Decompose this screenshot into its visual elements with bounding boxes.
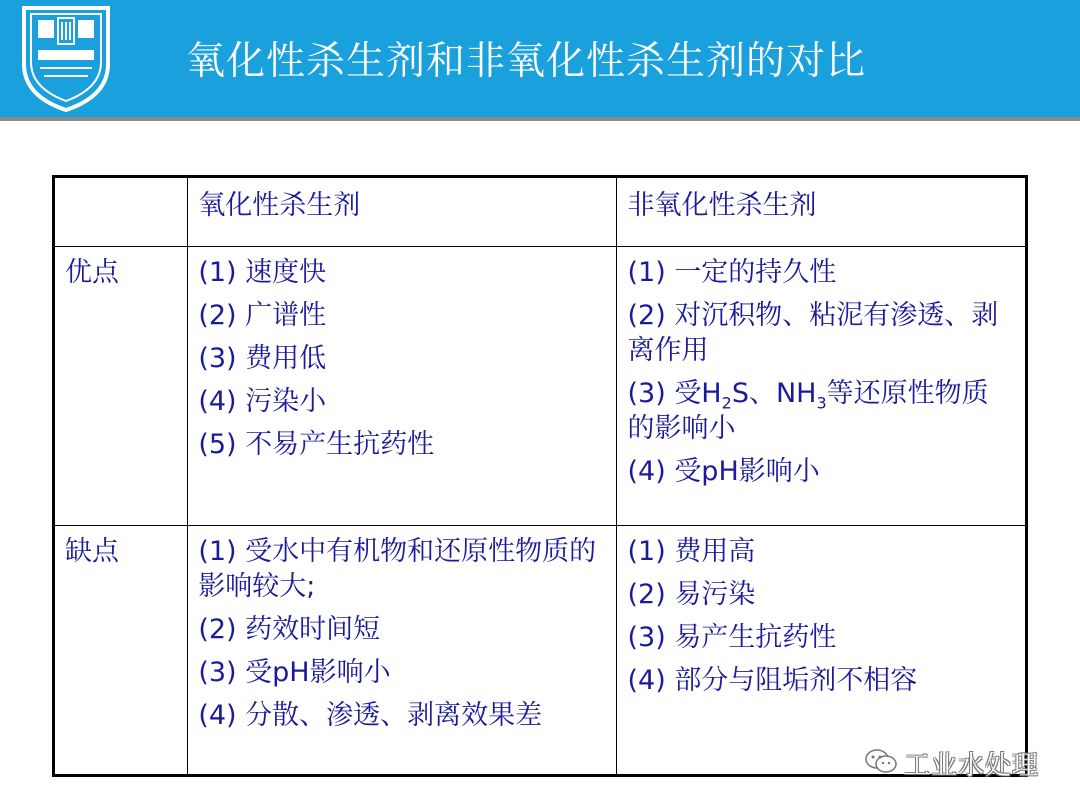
list-item: (2) 药效时间短	[198, 614, 381, 645]
slide-header	[0, 0, 1080, 117]
list-item-formula	[627, 376, 1015, 446]
watermark	[864, 743, 1039, 783]
row-label-advantages: 优点	[54, 247, 188, 526]
list-item: (1) 一定的持久性	[627, 257, 837, 288]
list-item: (4) 受pH影响小	[627, 456, 820, 487]
advantages-non-oxidizing-cell	[617, 247, 1027, 526]
disadvantages-non-oxidizing-cell	[617, 526, 1027, 776]
list-item: (4) 分散、渗透、剥离效果差	[198, 700, 543, 731]
row-label-disadvantages: 缺点	[54, 526, 188, 776]
table-row-advantages	[54, 247, 1027, 526]
list-item: (3) 易产生抗药性	[627, 622, 837, 653]
formula-text-c: 等还原性物质的影响小	[627, 378, 989, 444]
header-cell-oxidizing: 氧化性杀生剂	[188, 177, 617, 247]
formula-text-a: (3) 受H	[627, 378, 722, 409]
list-item: (5) 不易产生抗药性	[198, 429, 435, 460]
subscript-3: 3	[816, 393, 827, 413]
list-item: (4) 部分与阻垢剂不相容	[627, 665, 918, 696]
list-item: (4) 污染小	[198, 386, 327, 417]
subscript-2: 2	[721, 393, 732, 413]
list-item: (1) 费用高	[627, 536, 756, 567]
header-cell-empty	[54, 177, 188, 247]
table-row-disadvantages	[54, 526, 1027, 776]
nanjing-tech-university-logo-icon	[20, 4, 112, 112]
list-item: (3) 费用低	[198, 343, 327, 374]
list-item: (2) 对沉积物、粘泥有渗透、剥离作用	[627, 300, 999, 366]
header-cell-non-oxidizing: 非氧化性杀生剂	[617, 177, 1027, 247]
list-item: (2) 易污染	[627, 579, 756, 610]
list-item: (1) 受水中有机物和还原性物质的影响较大;	[198, 536, 597, 602]
table-header-row	[54, 177, 1027, 247]
watermark-text: 工业水处理	[904, 750, 1040, 781]
advantages-oxidizing-cell	[188, 247, 617, 526]
list-item: (2) 广谱性	[198, 300, 327, 331]
list-item: (3) 受pH影响小	[198, 657, 391, 688]
list-item: (1) 速度快	[198, 257, 327, 288]
comparison-table	[52, 175, 1028, 777]
disadvantages-oxidizing-cell	[188, 526, 617, 776]
header-divider	[0, 117, 1080, 121]
wechat-icon	[864, 747, 898, 779]
formula-text-b: S、NH	[731, 378, 817, 409]
slide-title: 氧化性杀生剂和非氧化性杀生剂的对比	[186, 39, 867, 84]
